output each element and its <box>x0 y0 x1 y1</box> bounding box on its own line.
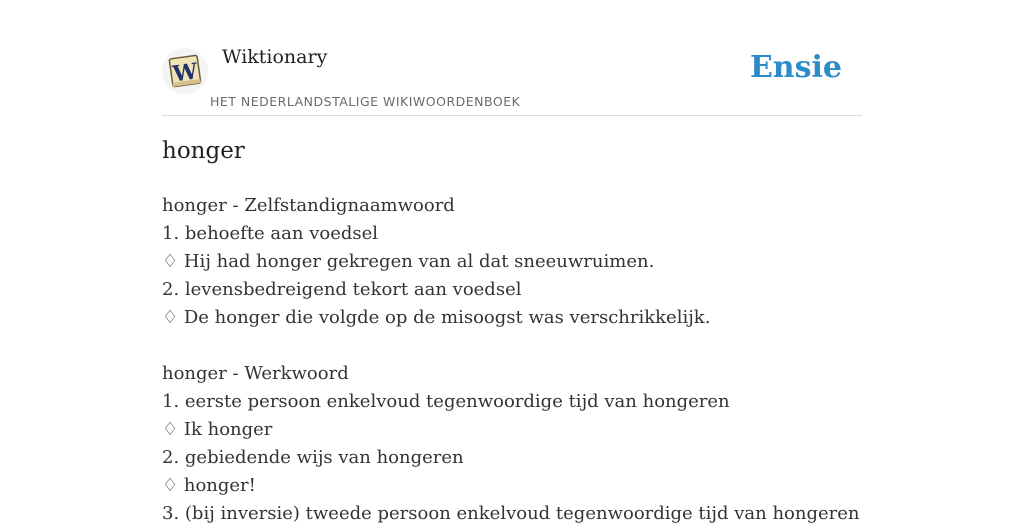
site-tagline: HET NEDERLANDSTALIGE WIKIWOORDENBOEK <box>210 94 521 109</box>
entry-content <box>162 192 862 528</box>
site-name[interactable]: Wiktionary <box>222 46 328 68</box>
section-heading: honger - Zelfstandignaamwoord <box>162 195 455 216</box>
page-title: honger <box>162 138 245 164</box>
example-line: ♢ Ik honger <box>162 419 273 440</box>
svg-text:W: W <box>171 58 200 88</box>
definition-line: 1. eerste persoon enkelvoud tegenwoordige tijd van hongeren <box>162 391 730 412</box>
section-spacer <box>162 332 862 360</box>
section-heading: honger - Werkwoord <box>162 363 349 384</box>
section-verb <box>162 360 862 528</box>
example-line: ♢ De honger die volgde op de misoogst was verschrikkelijk. <box>162 307 711 328</box>
wiktionary-logo-icon[interactable] <box>162 48 208 94</box>
ensie-brand-link[interactable]: Ensie <box>749 50 842 85</box>
example-line: ♢ Hij had honger gekregen van al dat sneeuwruimen. <box>162 251 655 272</box>
section-noun <box>162 192 862 332</box>
example-line: ♢ honger! <box>162 475 256 496</box>
definition-line: 2. gebiedende wijs van hongeren <box>162 447 464 468</box>
definition-line: 1. behoefte aan voedsel <box>162 223 379 244</box>
definition-line: 2. levensbedreigend tekort aan voedsel <box>162 279 522 300</box>
site-header <box>162 44 862 116</box>
definition-line: 3. (bij inversie) tweede persoon enkelvoud tegenwoordige tijd van hongeren <box>162 503 860 524</box>
